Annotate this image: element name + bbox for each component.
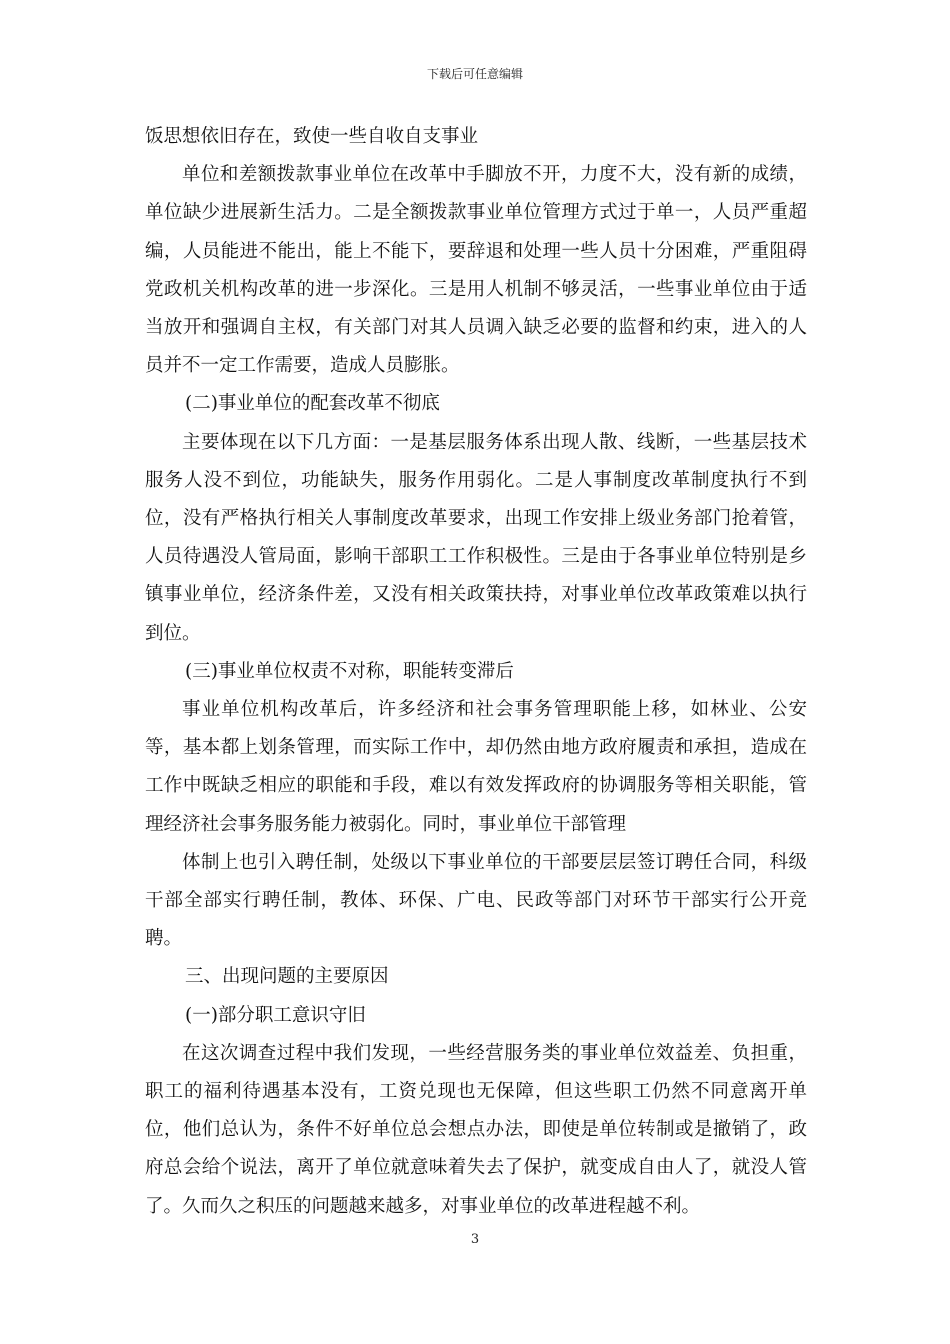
paragraph-continuation: 饭思想依旧存在，致使一些自收自支事业	[145, 126, 479, 147]
paragraph-body: 体制上也引入聘任制，处级以下事业单位的干部要层层签订聘任合同，科级干部全部实行聘任制，教体、环保、广电、民政等部门对环节干部实行公开竞聘。	[145, 851, 807, 950]
paragraph-body: 单位和差额拨款事业单位在改革中手脚放不开，力度不大，没有新的成绩，单位缺少进展新生活力。二是全额拨款事业单位管理方式过于单一，人员严重超编，人员能进不能出，能上不能下，要辞退和处理一些人员十分困难，严重阻碍党政机关机构改革的进一步深化。三是用人机制不够灵活，一些事业单位由于适当放开和强调自主权，有关部门对其人员调入缺乏必要的监督和约束，进入的人员并不一定工作需要，造成人员膨胀。	[145, 164, 807, 377]
page-number: 3	[470, 1232, 480, 1247]
chapter-heading: 三、出现问题的主要原因	[185, 966, 389, 988]
section-heading: (三)事业单位权责不对称，职能转变滞后	[185, 660, 514, 682]
page-header: 下载后可任意编辑	[426, 67, 523, 81]
paragraph-body: 在这次调查过程中我们发现，一些经营服务类的事业单位效益差、负担重，职工的福利待遇基本没有，工资兑现也无保障，但这些职工仍然不同意离开单位，他们总认为，条件不好单位总会想点办法，即使是单位转制或是撤销了，政府总会给个说法，离开了单位就意味着失去了保护，就变成自由人了，就没人管了。久而久之积压的问题越来越多，对事业单位的改革进程越不利。	[145, 1042, 807, 1217]
paragraph-body: 事业单位机构改革后，许多经济和社会事务管理职能上移，如林业、公安等，基本都上划条管理，而实际工作中，却仍然由地方政府履责和承担，造成在工作中既缺乏相应的职能和手段，难以有效发挥政府的协调服务等相关职能，管理经济社会事务服务能力被弱化。同时，事业单位干部管理	[145, 699, 807, 835]
document-body	[145, 118, 807, 1226]
paragraph-body: 主要体现在以下几方面：一是基层服务体系出现人散、线断，一些基层技术服务人没不到位，功能缺失，服务作用弱化。二是人事制度改革制度执行不到位，没有严格执行相关人事制度改革要求，出现工作安排上级业务部门抢着管，人员待遇没人管局面，影响干部职工工作积极性。三是由于各事业单位特别是乡镇事业单位，经济条件差，又没有相关政策扶持，对事业单位改革政策难以执行到位。	[145, 431, 807, 644]
section-heading: (一)部分职工意识守旧	[185, 1004, 366, 1026]
section-heading: (二)事业单位的配套改革不彻底	[185, 393, 440, 415]
